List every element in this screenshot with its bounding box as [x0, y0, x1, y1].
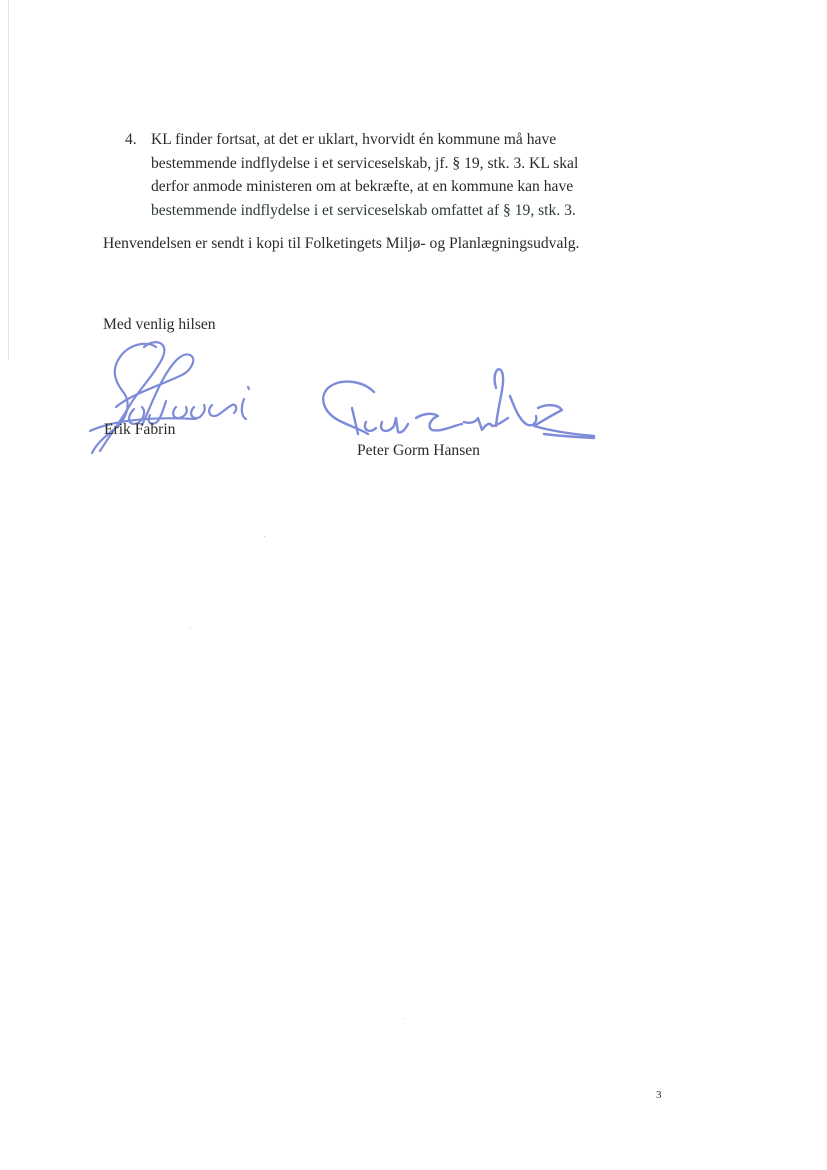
- copy-notice-paragraph: Henvendelsen er sendt i kopi til Folketingets Miljø- og Planlægningsudvalg.: [103, 235, 580, 252]
- signatory-name-peter-gorm-hansen: Peter Gorm Hansen: [357, 442, 480, 459]
- list-item-line: derfor anmode ministeren om at bekræfte, at en kommune kan have: [151, 178, 574, 195]
- page-number: 3: [656, 1089, 662, 1101]
- list-item-number: 4.: [125, 131, 137, 148]
- scan-speck: [264, 536, 265, 537]
- list-item-text: [151, 128, 671, 222]
- closing-salutation: Med venlig hilsen: [103, 316, 216, 333]
- scan-speck: [404, 1018, 405, 1019]
- list-item-line: bestemmende indflydelse i et serviceselskab omfattet af § 19, stk. 3.: [151, 201, 576, 219]
- list-item-line: KL finder fortsat, at det er uklart, hvorvidt én kommune må have: [151, 131, 557, 148]
- list-item-line: bestemmende indflydelse i et serviceselskab, jf. § 19, stk. 3. KL skal: [151, 154, 579, 172]
- signatory-name-erik-fabrin: Erik Fabrin: [104, 421, 176, 438]
- scan-speck: [190, 628, 191, 629]
- signature-erik-fabrin: [86, 335, 266, 465]
- signature-peter-gorm-hansen: [312, 364, 597, 444]
- scan-edge-line: [8, 0, 9, 360]
